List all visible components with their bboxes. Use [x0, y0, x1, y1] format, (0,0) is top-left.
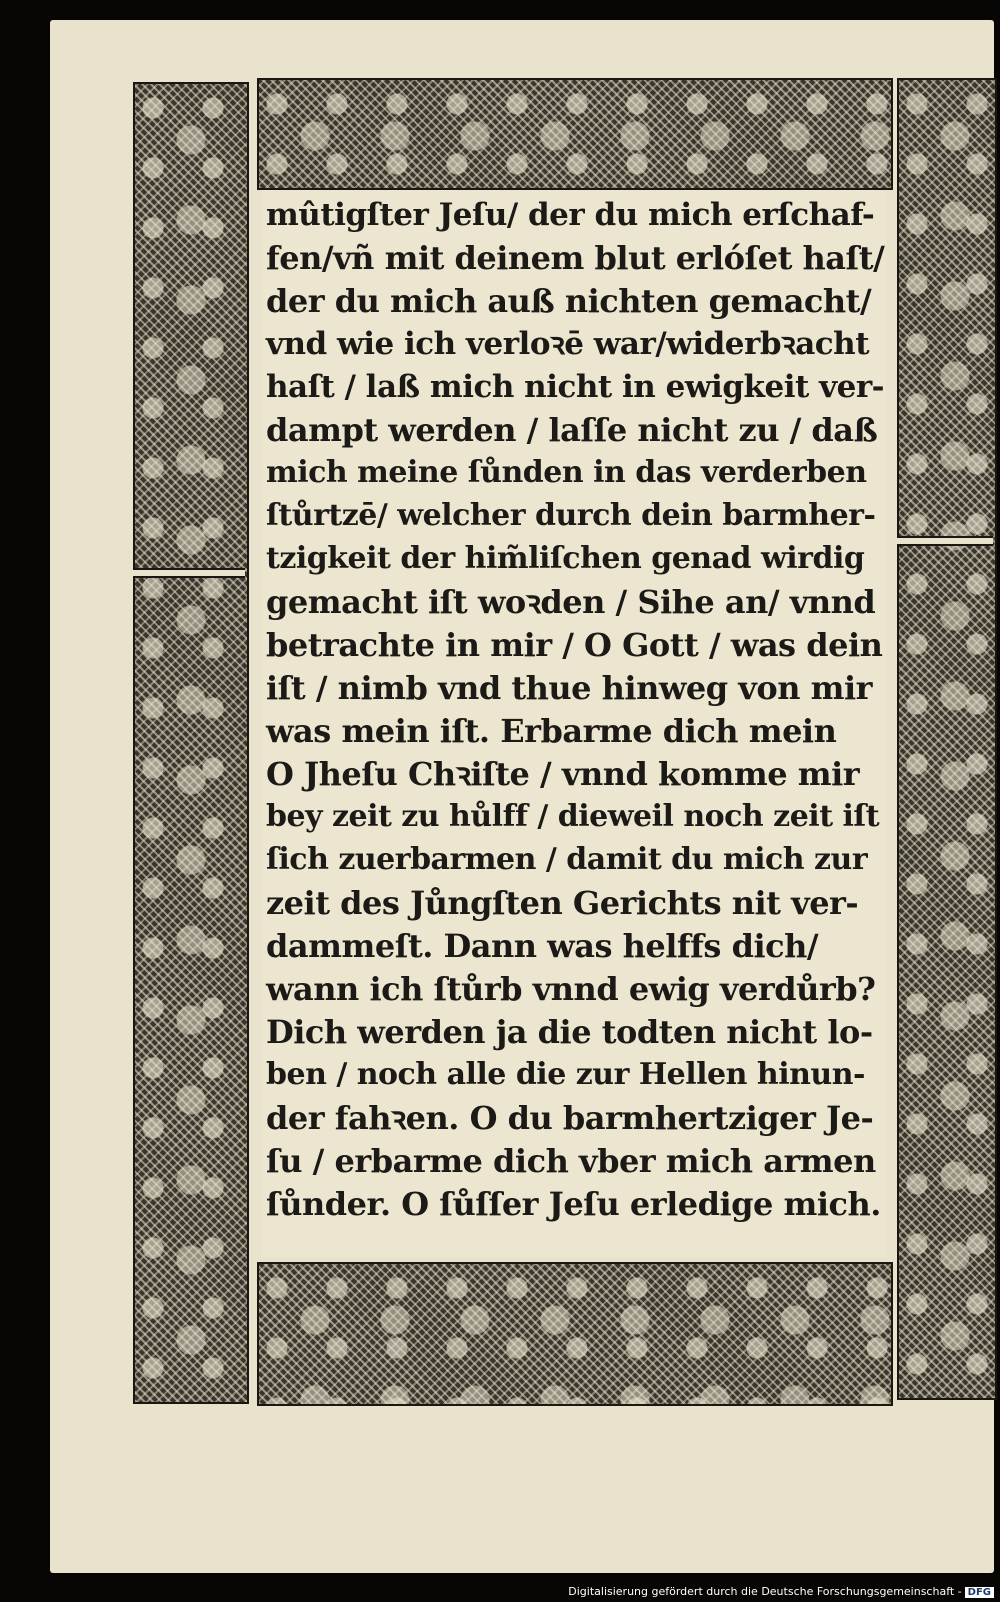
- text-line: betrachte in mir / O Gott / was dein: [266, 626, 883, 664]
- right-woodcut-border: [897, 78, 997, 1400]
- text-line: mich meine ſůnden in das verderben: [266, 455, 867, 490]
- text-line: dampt werden / laſſe nicht zu / daß: [266, 411, 878, 449]
- text-line: der fahꝛen. O du barmhertziger Je-: [266, 1099, 874, 1137]
- text-line: gemacht iſt woꝛden / Sihe an/ vnnd: [266, 583, 876, 621]
- left-woodcut-border: [133, 82, 249, 1404]
- dfg-logo: DFG: [965, 1587, 994, 1598]
- text-line: wann ich ſtůrb vnnd ewig verdůrb?: [266, 970, 876, 1008]
- text-line: mûtigſter Jeſu/ der du mich erſchaf-: [266, 197, 875, 233]
- text-line: fen/vñ mit deinem blut erlóſet haſt/: [266, 239, 885, 277]
- credit-text: Digitalisierung gefördert durch die Deutsche Forschungsgemeinschaft -: [568, 1585, 962, 1598]
- text-line: dammeſt. Dann was helffs dich/: [266, 927, 819, 965]
- right-border-divider: [897, 536, 993, 546]
- text-line: ſich zuerbarmen / damit du mich zur: [266, 842, 868, 877]
- text-line: der du mich auß nichten gemacht/: [266, 282, 872, 320]
- text-block: [262, 190, 886, 1258]
- left-border-divider: [133, 568, 245, 578]
- text-line: zeit des Jůngſten Gerichts nit ver-: [266, 884, 859, 922]
- digitization-credit: [568, 1585, 994, 1598]
- text-line: haſt / laß mich nicht in ewigkeit ver-: [266, 369, 885, 405]
- text-line: ſu / erbarme dich vber mich armen: [266, 1142, 876, 1180]
- text-line: iſt / nimb vnd thue hinweg von mir: [266, 669, 872, 707]
- text-line: Dich werden ja die todten nicht lo-: [266, 1013, 873, 1051]
- text-line: ben / noch alle die zur Hellen hinun-: [266, 1057, 865, 1092]
- text-line: O Jheſu Chꝛiſte / vnnd komme mir: [266, 755, 860, 793]
- bottom-woodcut-border: [257, 1262, 893, 1406]
- text-line: was mein iſt. Erbarme dich mein: [266, 712, 837, 750]
- text-line: ſtůrtzē/ welcher durch dein barmher-: [266, 498, 876, 533]
- text-line: vnd wie ich verloꝛē war/widerbꝛacht: [266, 326, 870, 362]
- text-line: tzigkeit der him̃liſchen genad wirdig: [266, 541, 865, 576]
- text-line: bey zeit zu hůlff / dieweil noch zeit iſt: [266, 799, 880, 834]
- top-woodcut-border: [257, 78, 893, 190]
- text-line: ſůnder. O ſůſſer Jeſu erledige mich.: [266, 1185, 881, 1223]
